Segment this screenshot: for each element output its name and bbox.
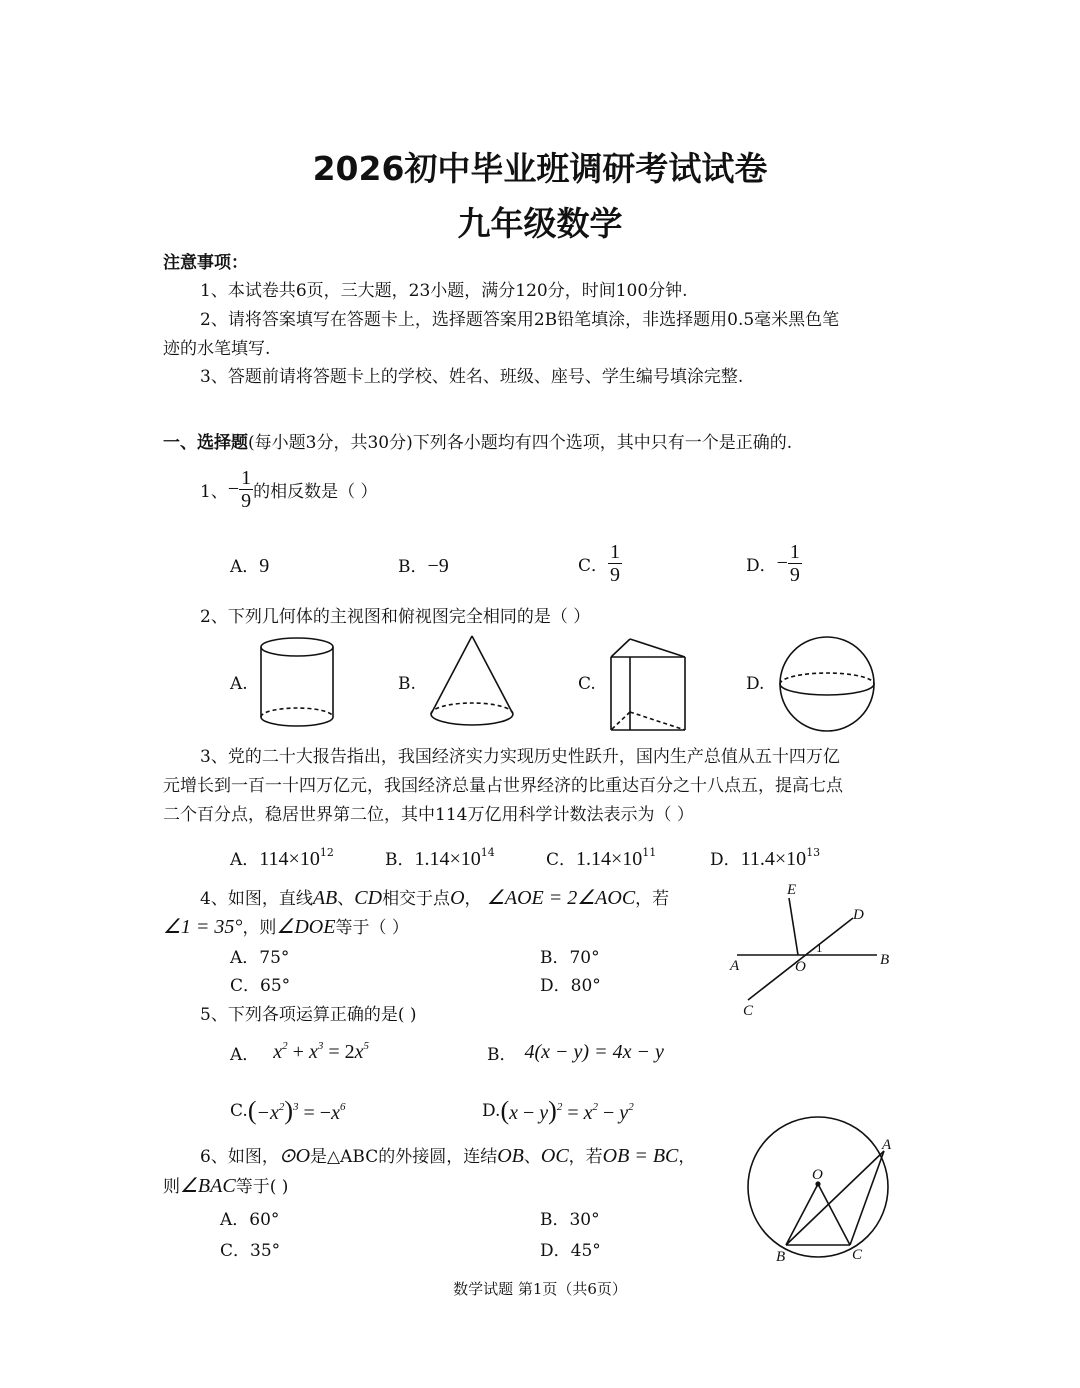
q2-a-label: A. (230, 674, 248, 694)
q1-d-label: D． (746, 555, 777, 576)
q6-text-6: 等于( ) (235, 1177, 289, 1197)
q4-option-a: A．75° (230, 948, 290, 968)
q6-option-a: A．60° (220, 1210, 280, 1230)
fig4-label-e: E (787, 882, 797, 898)
page-footer: 数学试题 第1页（共6页） (453, 1280, 627, 1298)
q6-figure (740, 1115, 900, 1267)
q3-b-label: B． (385, 850, 415, 870)
q3-option-b (385, 845, 495, 871)
q4-option-d: D．80° (540, 976, 601, 996)
q1-c-num: 1 (610, 540, 621, 563)
q3-d-label: D． (710, 850, 741, 870)
q3-d-base: 11.4×10 (740, 848, 807, 870)
q4-text-2: 相交于点 (382, 889, 451, 909)
q6-line-2 (163, 1172, 288, 1198)
q4-line-2 (163, 913, 409, 939)
section-1-label: 一、选择题 (163, 433, 248, 453)
sphere-figure (775, 635, 880, 735)
question-5: 5、下列各项运算正确的是( ) (200, 1005, 417, 1025)
q3-option-d (710, 845, 820, 871)
q3-b-exp: 14 (480, 846, 495, 859)
section-1-desc: (每小题3分，共30分)下列各小题均有四个选项，其中只有一个是正确的. (248, 433, 793, 453)
fig4-label-angle-1: 1 (816, 940, 823, 955)
q6-sep: 、 (523, 1147, 541, 1167)
q6-text-3: ，若 (568, 1147, 603, 1167)
q3-b-base: 1.14×10 (414, 848, 481, 870)
q3-line-1: 3、党的二十大报告指出，我国经济实力实现历史性跃升，国内生产总值从五十四万亿 (200, 747, 840, 767)
q1-b-label: B． (398, 557, 428, 577)
q4-figure (725, 878, 905, 1018)
fig4-label-a: A (730, 958, 740, 974)
q5-a-expression: $x^2 + x^3 = 2x^5$ (273, 1040, 370, 1063)
q1-number: 1、 (200, 481, 228, 502)
q1-d-num: 1 (789, 540, 800, 563)
q1-a-label: A． (230, 557, 260, 577)
q4-option-c: C．65° (230, 976, 291, 996)
fig4-label-c: C (743, 1003, 754, 1019)
q1-a-value: 9 (259, 555, 270, 577)
q5-option-b (487, 1040, 664, 1065)
fig4-label-d: D (853, 907, 864, 923)
q3-option-a (230, 845, 334, 871)
q1-option-c (578, 538, 622, 588)
q6-condition: OB = BC (602, 1145, 679, 1167)
q5-d-label: D. (482, 1101, 501, 1121)
q6-text-5: 则 (163, 1177, 180, 1197)
q3-c-base: 1.14×10 (576, 848, 643, 870)
question-2: 2、下列几何体的主视图和俯视图完全相同的是（ ） (200, 607, 591, 627)
q1-text: 的相反数是（ ） (253, 481, 378, 502)
q4-line-1 (200, 884, 669, 910)
q3-line-3: 二个百分点，稳居世界第二位，其中114万亿用科学计数法表示为（ ） (163, 805, 694, 825)
q2-b-label: B. (398, 674, 416, 694)
q5-c-expression: $(-x^2)^3 = -x^6$ (247, 1096, 346, 1125)
notice-item-3: 3、答题前请将答题卡上的学校、姓名、班级、座号、学生编号填涂完整. (200, 367, 744, 387)
cylinder-figure (255, 635, 340, 730)
q1-frac-num: 1 (241, 466, 252, 489)
fig6-label-b: B (776, 1249, 786, 1265)
q3-a-base: 114×10 (259, 848, 320, 870)
q5-option-c (230, 1096, 345, 1126)
notice-item-2-line-1: 2、请将答案填写在答题卡上，选择题答案用2B铅笔填涂，非选择题用0.5毫米黑色笔 (200, 310, 840, 330)
q1-minus: − (227, 477, 240, 500)
q1-option-d (746, 538, 802, 588)
q6-option-b: B．30° (540, 1210, 600, 1230)
q4-sep: 、 (337, 889, 355, 909)
q6-text-4: ， (678, 1147, 696, 1167)
q3-a-exp: 12 (319, 846, 334, 859)
section-1-header (163, 428, 792, 453)
q6-option-d: D．45° (540, 1241, 601, 1261)
q1-option-a (230, 552, 269, 578)
q1-c-label: C． (578, 555, 609, 576)
q3-a-label: A． (230, 850, 260, 870)
q5-c-label: C. (230, 1101, 248, 1121)
q5-a-label: A． (230, 1045, 260, 1065)
q6-oc: OC (540, 1145, 569, 1167)
q1-d-fraction (788, 541, 802, 586)
q4-text-6: 等于（ ） (335, 918, 409, 938)
q4-condition: ∠AOE = 2∠AOC (486, 887, 636, 909)
q3-c-exp: 11 (642, 846, 657, 859)
q4-ab: AB (312, 887, 338, 909)
notice-item-2-line-2: 迹的水笔填写. (163, 339, 271, 359)
q1-frac-den: 9 (241, 489, 252, 512)
q2-d-label: D. (746, 674, 765, 694)
q6-text-2: 是△ABC的外接圆，连结 (310, 1147, 498, 1167)
q6-circle: ⊙O (278, 1145, 311, 1167)
q3-line-2: 元增长到一百一十四万亿元，我国经济总量占世界经济的比重达百分之十八点五，提高七点 (163, 776, 843, 796)
q3-option-c (546, 845, 656, 871)
q4-text-5: ，则 (242, 918, 277, 938)
notice-heading: 注意事项： (163, 253, 248, 273)
q5-option-a (230, 1040, 369, 1065)
q1-option-b (398, 552, 449, 578)
q5-d-expression: $(x - y)^2 = x^2 - y^2$ (500, 1096, 634, 1125)
q4-condition-2: ∠1 = 35° (163, 916, 243, 938)
q4-o: O (450, 887, 465, 909)
fig4-label-o: O (795, 959, 806, 975)
q2-c-label: C. (578, 674, 596, 694)
q6-option-c: C．35° (220, 1241, 281, 1261)
q1-d-minus: − (776, 551, 788, 574)
q1-fraction (239, 467, 253, 512)
q5-b-expression: 4(x − y) = 4x − y (524, 1041, 664, 1063)
notice-item-1: 1、本试卷共6页，三大题，23小题，满分120分，时间100分钟. (200, 281, 688, 301)
fig6-label-o: O (812, 1167, 823, 1183)
q3-c-label: C． (546, 850, 577, 870)
q4-cd: CD (354, 887, 383, 909)
question-1 (200, 464, 378, 514)
page-title: 2026初中毕业班调研考试试卷 (312, 149, 768, 188)
fig4-label-b: B (880, 952, 890, 968)
q3-d-exp: 13 (806, 846, 821, 859)
q1-d-den: 9 (789, 563, 800, 586)
cone-figure (425, 632, 520, 732)
fig6-label-a: A (882, 1137, 892, 1153)
q5-b-label: B． (487, 1045, 517, 1065)
q6-bac: ∠BAC (180, 1175, 236, 1197)
q1-c-den: 9 (610, 563, 621, 586)
q6-text-1: 6、如图， (200, 1147, 279, 1167)
q4-text-4: ，若 (635, 889, 670, 909)
q4-text-1: 4、如图，直线 (200, 889, 313, 909)
q6-line-1 (200, 1142, 695, 1168)
q4-text-3: ， (464, 889, 482, 909)
q5-option-d (482, 1096, 634, 1126)
q6-ob: OB (497, 1145, 524, 1167)
q4-doe: ∠DOE (276, 916, 336, 938)
q4-option-b: B．70° (540, 948, 600, 968)
page-subtitle: 九年级数学 (457, 204, 623, 243)
q1-c-fraction (608, 541, 622, 586)
fig6-label-c: C (852, 1247, 863, 1263)
q1-b-value: −9 (427, 555, 449, 577)
prism-figure (605, 635, 690, 735)
